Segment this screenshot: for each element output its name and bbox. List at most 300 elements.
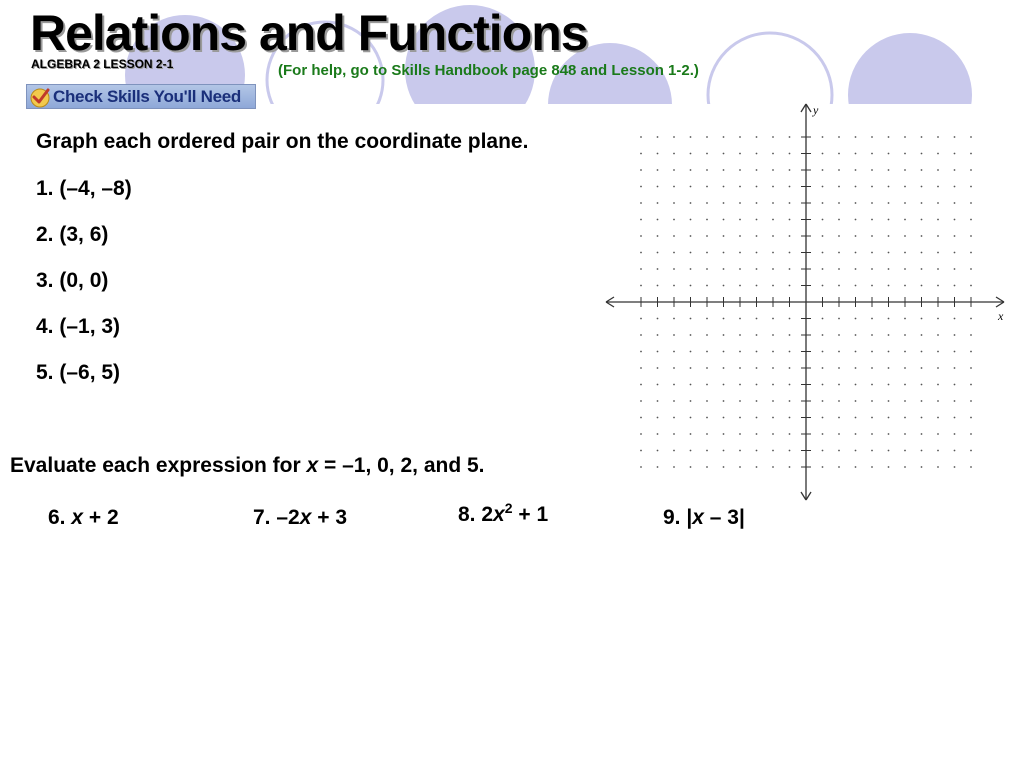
grid-dot bbox=[789, 202, 791, 204]
grid-dot bbox=[970, 235, 972, 237]
grid-dot bbox=[690, 417, 692, 419]
grid-dot bbox=[657, 384, 659, 386]
grid-dot bbox=[739, 169, 741, 171]
grid-dot bbox=[657, 367, 659, 369]
grid-dot bbox=[640, 169, 642, 171]
grid-dot bbox=[657, 450, 659, 452]
grid-dot bbox=[822, 202, 824, 204]
grid-dot bbox=[772, 235, 774, 237]
grid-dot bbox=[772, 268, 774, 270]
grid-dot bbox=[970, 186, 972, 188]
grid-dot bbox=[855, 268, 857, 270]
grid-dot bbox=[937, 400, 939, 402]
grid-dot bbox=[871, 400, 873, 402]
grid-dot bbox=[706, 252, 708, 254]
grid-dot bbox=[838, 384, 840, 386]
grid-dot bbox=[739, 136, 741, 138]
ordered-pair-item: 3. (0, 0) bbox=[36, 269, 109, 292]
grid-dot bbox=[756, 400, 758, 402]
x-axis-label: x bbox=[998, 309, 1004, 323]
grid-dot bbox=[673, 252, 675, 254]
grid-dot bbox=[970, 466, 972, 468]
grid-dot bbox=[937, 153, 939, 155]
grid-dot bbox=[838, 285, 840, 287]
grid-dot bbox=[756, 252, 758, 254]
grid-dot bbox=[904, 186, 906, 188]
grid-dot bbox=[822, 318, 824, 320]
grid-dot bbox=[937, 268, 939, 270]
grid-dot bbox=[789, 400, 791, 402]
grid-dot bbox=[673, 285, 675, 287]
grid-dot bbox=[739, 285, 741, 287]
grid-dot bbox=[673, 450, 675, 452]
expression-item: 6. x + 2 bbox=[48, 506, 119, 529]
grid-dot bbox=[838, 202, 840, 204]
grid-dot bbox=[739, 252, 741, 254]
grid-dot bbox=[954, 318, 956, 320]
grid-dot bbox=[888, 417, 890, 419]
grid-dot bbox=[756, 433, 758, 435]
grid-dot bbox=[756, 235, 758, 237]
grid-dot bbox=[756, 367, 758, 369]
grid-dot bbox=[723, 466, 725, 468]
grid-dot bbox=[772, 318, 774, 320]
grid-dot bbox=[855, 186, 857, 188]
grid-dot bbox=[954, 466, 956, 468]
grid-dot bbox=[937, 433, 939, 435]
grid-dot bbox=[739, 400, 741, 402]
ordered-pair-item: 1. (–4, –8) bbox=[36, 177, 132, 200]
grid-dot bbox=[954, 219, 956, 221]
y-axis-arrow bbox=[801, 104, 806, 112]
grid-dot bbox=[690, 400, 692, 402]
grid-dot bbox=[690, 186, 692, 188]
grid-dot bbox=[921, 285, 923, 287]
grid-dot bbox=[640, 268, 642, 270]
grid-dot bbox=[855, 252, 857, 254]
grid-dot bbox=[970, 400, 972, 402]
grid-dot bbox=[673, 318, 675, 320]
skills-banner-label: Check Skills You'll Need bbox=[53, 86, 242, 106]
grid-dot bbox=[739, 202, 741, 204]
grid-dot bbox=[888, 351, 890, 353]
grid-dot bbox=[921, 252, 923, 254]
x-axis-arrow bbox=[606, 297, 614, 302]
grid-dot bbox=[723, 186, 725, 188]
grid-dot bbox=[756, 136, 758, 138]
grid-dot bbox=[690, 384, 692, 386]
grid-dot bbox=[838, 367, 840, 369]
grid-dot bbox=[706, 450, 708, 452]
grid-dot bbox=[838, 334, 840, 336]
grid-dot bbox=[871, 202, 873, 204]
grid-dot bbox=[657, 466, 659, 468]
grid-dot bbox=[789, 235, 791, 237]
grid-dot bbox=[970, 351, 972, 353]
grid-dot bbox=[789, 136, 791, 138]
grid-dot bbox=[657, 202, 659, 204]
grid-dot bbox=[772, 219, 774, 221]
grid-dot bbox=[657, 417, 659, 419]
grid-dot bbox=[871, 334, 873, 336]
grid-dot bbox=[789, 417, 791, 419]
grid-dot bbox=[921, 384, 923, 386]
grid-dot bbox=[888, 186, 890, 188]
grid-dot bbox=[954, 334, 956, 336]
grid-dot bbox=[871, 433, 873, 435]
grid-dot bbox=[640, 351, 642, 353]
grid-dot bbox=[855, 334, 857, 336]
grid-dot bbox=[706, 351, 708, 353]
grid-dot bbox=[871, 450, 873, 452]
grid-dot bbox=[822, 351, 824, 353]
grid-dot bbox=[822, 367, 824, 369]
grid-dot bbox=[970, 450, 972, 452]
grid-dot bbox=[690, 450, 692, 452]
grid-dot bbox=[789, 285, 791, 287]
grid-dot bbox=[871, 235, 873, 237]
grid-dot bbox=[739, 153, 741, 155]
grid-dot bbox=[838, 219, 840, 221]
grid-dot bbox=[888, 169, 890, 171]
grid-dot bbox=[690, 433, 692, 435]
grid-dot bbox=[838, 466, 840, 468]
expression-item: 9. |x – 3| bbox=[663, 506, 745, 529]
grid-dot bbox=[904, 450, 906, 452]
grid-dot bbox=[822, 466, 824, 468]
grid-dot bbox=[640, 400, 642, 402]
grid-dot bbox=[657, 219, 659, 221]
grid-dot bbox=[706, 268, 708, 270]
grid-dot bbox=[937, 450, 939, 452]
grid-dot bbox=[739, 466, 741, 468]
grid-dot bbox=[756, 186, 758, 188]
grid-dot bbox=[954, 235, 956, 237]
grid-dot bbox=[904, 268, 906, 270]
grid-dot bbox=[640, 384, 642, 386]
grid-dot bbox=[772, 169, 774, 171]
grid-dot bbox=[921, 367, 923, 369]
axes bbox=[606, 104, 1004, 500]
grid-dot bbox=[954, 433, 956, 435]
grid-dot bbox=[937, 417, 939, 419]
grid-dot bbox=[690, 169, 692, 171]
grid-dot bbox=[706, 367, 708, 369]
grid-dot bbox=[772, 351, 774, 353]
grid-dot bbox=[954, 285, 956, 287]
grid-dot bbox=[871, 384, 873, 386]
grid-dot bbox=[706, 417, 708, 419]
grid-dot bbox=[855, 417, 857, 419]
grid-dot bbox=[904, 334, 906, 336]
grid-dot bbox=[954, 202, 956, 204]
grid-dot bbox=[921, 202, 923, 204]
grid-dot bbox=[888, 334, 890, 336]
grid-dot bbox=[921, 186, 923, 188]
grid-dot bbox=[673, 351, 675, 353]
grid-dot bbox=[789, 334, 791, 336]
grid-dot bbox=[723, 450, 725, 452]
x-axis-arrow bbox=[996, 302, 1004, 307]
grid-dot bbox=[904, 466, 906, 468]
grid-dot bbox=[954, 450, 956, 452]
grid-dot bbox=[855, 367, 857, 369]
grid-dot bbox=[739, 186, 741, 188]
grid-dot bbox=[640, 334, 642, 336]
grid-dot bbox=[657, 153, 659, 155]
grid-dot bbox=[822, 450, 824, 452]
grid-dot bbox=[706, 433, 708, 435]
grid-dot bbox=[954, 417, 956, 419]
grid-dot bbox=[673, 417, 675, 419]
grid-dot bbox=[904, 169, 906, 171]
grid-dot bbox=[673, 334, 675, 336]
grid-dot bbox=[739, 219, 741, 221]
grid-dot bbox=[921, 169, 923, 171]
page-title: Relations and Functions bbox=[30, 5, 588, 61]
grid-dot bbox=[706, 136, 708, 138]
grid-dot bbox=[657, 268, 659, 270]
grid-dot bbox=[789, 318, 791, 320]
grid-dot bbox=[640, 417, 642, 419]
grid-dot bbox=[904, 219, 906, 221]
checkmark-icon bbox=[27, 84, 53, 109]
grid-dot bbox=[855, 136, 857, 138]
grid-dot bbox=[706, 400, 708, 402]
grid-dot bbox=[789, 186, 791, 188]
grid-dot bbox=[789, 169, 791, 171]
grid-dot bbox=[739, 417, 741, 419]
grid-dot bbox=[706, 334, 708, 336]
grid-dot bbox=[921, 351, 923, 353]
grid-dot bbox=[970, 268, 972, 270]
grid-dot bbox=[822, 186, 824, 188]
grid-dot bbox=[855, 433, 857, 435]
grid-dot bbox=[888, 202, 890, 204]
grid-dot bbox=[706, 169, 708, 171]
grid-dot bbox=[789, 367, 791, 369]
grid-dot bbox=[888, 450, 890, 452]
grid-dot bbox=[904, 433, 906, 435]
grid-dot bbox=[739, 351, 741, 353]
grid-dot bbox=[657, 433, 659, 435]
grid-dot bbox=[822, 219, 824, 221]
grid-dot bbox=[954, 367, 956, 369]
grid-dot bbox=[657, 235, 659, 237]
grid-dot bbox=[855, 450, 857, 452]
grid-dot bbox=[756, 202, 758, 204]
check-skills-banner bbox=[26, 84, 256, 109]
grid-dot bbox=[937, 252, 939, 254]
ordered-pair-item: 2. (3, 6) bbox=[36, 223, 109, 246]
grid-dot bbox=[723, 153, 725, 155]
grid-dot bbox=[904, 384, 906, 386]
grid-dot bbox=[838, 235, 840, 237]
grid-dot bbox=[855, 219, 857, 221]
grid-dot bbox=[921, 466, 923, 468]
grid-dot bbox=[657, 285, 659, 287]
grid-dot bbox=[822, 384, 824, 386]
grid-dot bbox=[954, 268, 956, 270]
ordered-pair-item: 4. (–1, 3) bbox=[36, 315, 121, 338]
grid-dot bbox=[838, 136, 840, 138]
grid-dot bbox=[739, 433, 741, 435]
grid-dot bbox=[921, 318, 923, 320]
grid-dot bbox=[822, 136, 824, 138]
grid-dot bbox=[855, 384, 857, 386]
grid-dot bbox=[970, 384, 972, 386]
grid-dot bbox=[756, 417, 758, 419]
grid-dot bbox=[789, 252, 791, 254]
grid-dot bbox=[756, 153, 758, 155]
grid-dot bbox=[772, 433, 774, 435]
grid-dot bbox=[723, 169, 725, 171]
grid-dot bbox=[904, 202, 906, 204]
expression-item: 7. –2x + 3 bbox=[253, 506, 348, 529]
grid-dot bbox=[970, 252, 972, 254]
grid-dot bbox=[789, 384, 791, 386]
grid-dot bbox=[871, 169, 873, 171]
grid-dot bbox=[772, 334, 774, 336]
grid-dot bbox=[937, 318, 939, 320]
grid-dot bbox=[838, 400, 840, 402]
grid-dot bbox=[789, 268, 791, 270]
grid-dot bbox=[954, 400, 956, 402]
grid-dot bbox=[723, 136, 725, 138]
grid-dot bbox=[822, 235, 824, 237]
grid-dot bbox=[970, 136, 972, 138]
grid-dot bbox=[904, 417, 906, 419]
grid-dot bbox=[706, 186, 708, 188]
grid-dot bbox=[772, 186, 774, 188]
grid-dot bbox=[690, 351, 692, 353]
grid-dot bbox=[855, 318, 857, 320]
grid-dot bbox=[937, 235, 939, 237]
grid-dot bbox=[690, 268, 692, 270]
grid-dot bbox=[954, 252, 956, 254]
grid-dot bbox=[673, 202, 675, 204]
grid-dot bbox=[838, 433, 840, 435]
graph-instructions: Graph each ordered pair on the coordinate plane. bbox=[36, 130, 529, 153]
grid-dot bbox=[921, 433, 923, 435]
grid-dot bbox=[657, 400, 659, 402]
grid-dot bbox=[723, 285, 725, 287]
grid-dot bbox=[838, 450, 840, 452]
grid-dot bbox=[723, 219, 725, 221]
grid-dot bbox=[690, 334, 692, 336]
grid-dot bbox=[921, 400, 923, 402]
grid-dot bbox=[904, 318, 906, 320]
grid-dot bbox=[937, 186, 939, 188]
grid-dot bbox=[888, 268, 890, 270]
grid-dot bbox=[690, 252, 692, 254]
grid-dot bbox=[772, 450, 774, 452]
grid-dot bbox=[822, 268, 824, 270]
grid-dot bbox=[772, 417, 774, 419]
grid-dot bbox=[690, 219, 692, 221]
grid-dot bbox=[921, 268, 923, 270]
grid-dot bbox=[657, 318, 659, 320]
grid-dot bbox=[888, 466, 890, 468]
grid-dot bbox=[871, 351, 873, 353]
grid-dot bbox=[640, 367, 642, 369]
grid-dot bbox=[855, 285, 857, 287]
grid-dot bbox=[888, 400, 890, 402]
grid-dot bbox=[723, 318, 725, 320]
grid-dot bbox=[937, 202, 939, 204]
grid-dot bbox=[937, 219, 939, 221]
grid-dot bbox=[756, 169, 758, 171]
grid-dot bbox=[937, 285, 939, 287]
grid-dot bbox=[871, 186, 873, 188]
grid-dot bbox=[739, 235, 741, 237]
evaluate-variable: x bbox=[306, 454, 319, 477]
grid-dot bbox=[855, 202, 857, 204]
grid-dot bbox=[789, 450, 791, 452]
grid-dot bbox=[673, 384, 675, 386]
grid-dot bbox=[772, 400, 774, 402]
grid-dot bbox=[772, 466, 774, 468]
grid-dot bbox=[937, 367, 939, 369]
grid-dot bbox=[640, 433, 642, 435]
grid-dot bbox=[871, 417, 873, 419]
grid-dot bbox=[937, 351, 939, 353]
grid-dot bbox=[789, 153, 791, 155]
grid-dot bbox=[640, 186, 642, 188]
grid-dot bbox=[855, 400, 857, 402]
grid-dot bbox=[937, 334, 939, 336]
grid-dot bbox=[756, 318, 758, 320]
grid-dot bbox=[739, 334, 741, 336]
grid-dot bbox=[970, 334, 972, 336]
grid-dot bbox=[855, 235, 857, 237]
grid-dot bbox=[739, 367, 741, 369]
grid-dot bbox=[838, 318, 840, 320]
grid-dot bbox=[937, 466, 939, 468]
help-note: (For help, go to Skills Handbook page 848 and Lesson 1-2.) bbox=[278, 62, 699, 79]
grid-dot bbox=[954, 136, 956, 138]
grid-dot bbox=[789, 351, 791, 353]
grid-dot bbox=[888, 433, 890, 435]
grid-dot bbox=[723, 417, 725, 419]
grid-dot bbox=[673, 433, 675, 435]
grid-dot bbox=[640, 153, 642, 155]
grid-dot bbox=[970, 367, 972, 369]
grid-dot bbox=[822, 417, 824, 419]
grid-dot bbox=[640, 136, 642, 138]
grid-dot bbox=[739, 450, 741, 452]
grid-dot bbox=[855, 153, 857, 155]
grid-dot bbox=[690, 285, 692, 287]
grid-dot bbox=[640, 219, 642, 221]
grid-dot bbox=[673, 367, 675, 369]
grid-dot bbox=[756, 384, 758, 386]
grid-dot bbox=[657, 169, 659, 171]
grid-dot bbox=[888, 367, 890, 369]
grid-dot bbox=[690, 136, 692, 138]
grid-dot bbox=[921, 235, 923, 237]
grid-dot bbox=[723, 433, 725, 435]
grid-dot bbox=[888, 252, 890, 254]
y-axis-arrow bbox=[806, 104, 811, 112]
grid-dot bbox=[970, 202, 972, 204]
grid-dot bbox=[756, 285, 758, 287]
grid-dot bbox=[888, 153, 890, 155]
grid-dot bbox=[706, 384, 708, 386]
grid-dot bbox=[822, 334, 824, 336]
grid-dot bbox=[904, 351, 906, 353]
grid-dot bbox=[772, 136, 774, 138]
